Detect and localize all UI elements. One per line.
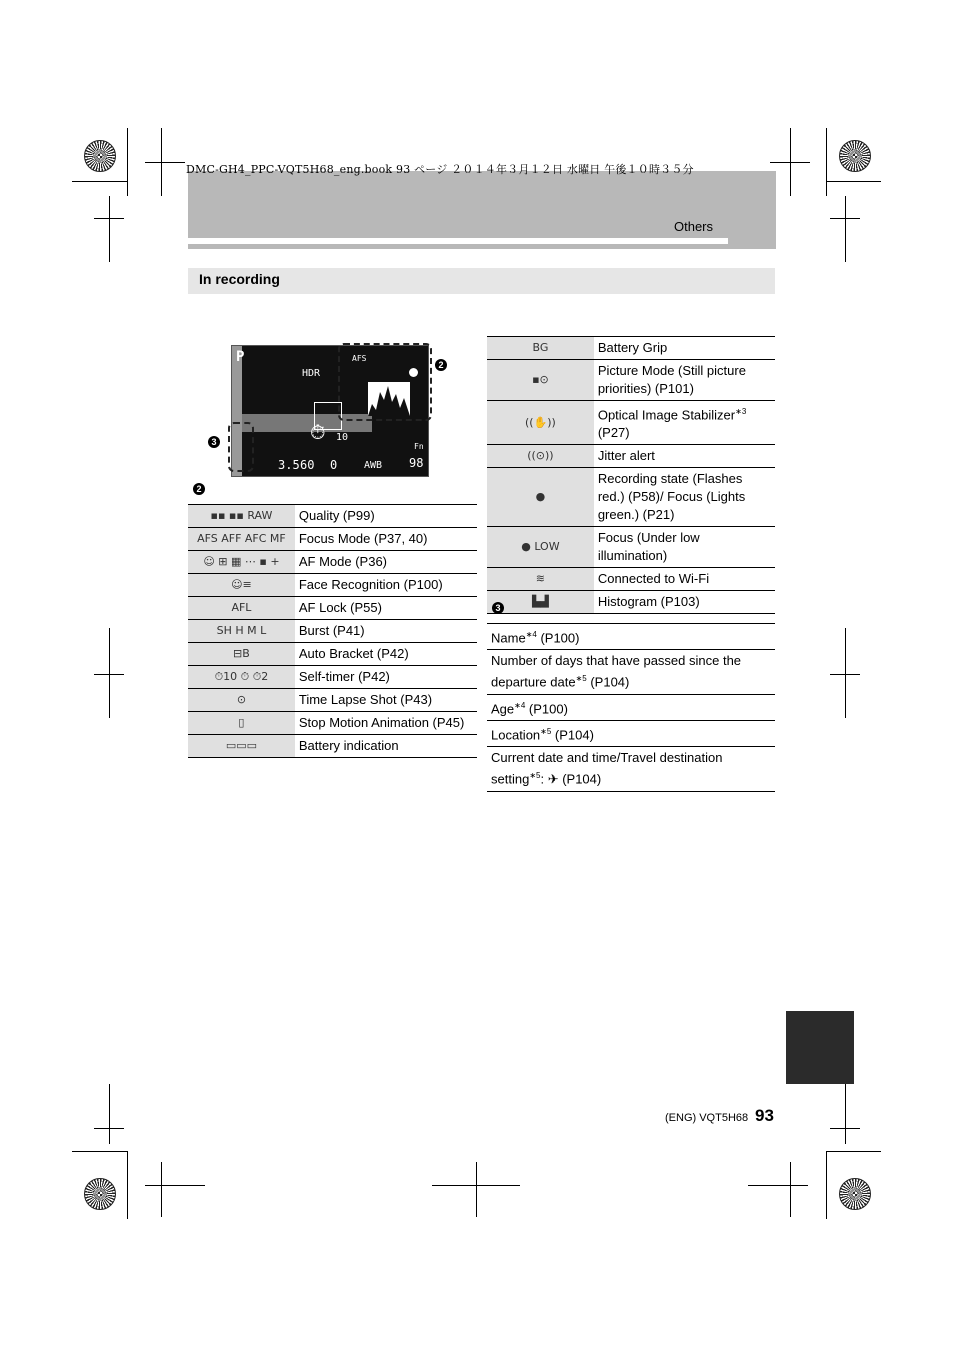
row-text: Focus (Under low illumination) bbox=[597, 530, 700, 564]
table-row bbox=[188, 597, 477, 620]
table-row bbox=[487, 624, 775, 650]
row-description bbox=[487, 720, 775, 746]
marker-2: 2 bbox=[435, 359, 447, 371]
row-description bbox=[295, 620, 477, 643]
registration-rosette-bottom-left bbox=[84, 1178, 116, 1210]
row-text: Auto Bracket (P42) bbox=[298, 646, 409, 661]
row-post: (P104) bbox=[551, 727, 594, 743]
row-text: Battery indication bbox=[298, 738, 399, 753]
table-row bbox=[487, 337, 775, 360]
row-description bbox=[295, 666, 477, 689]
registration-rosette-top-left bbox=[84, 140, 116, 172]
table-row bbox=[188, 574, 477, 597]
crosshair-mark bbox=[109, 628, 110, 718]
row-icon: ⊟B bbox=[188, 643, 295, 666]
row-icon: AFS AFF AFC MF bbox=[188, 528, 295, 551]
crosshair-mark bbox=[845, 1084, 846, 1144]
row-pre: Number of days that have passed since the departure date bbox=[491, 653, 742, 690]
row-text: Battery Grip bbox=[597, 340, 668, 355]
row-icon: ⊙ bbox=[188, 689, 295, 712]
row-text: Quality (P99) bbox=[298, 508, 375, 523]
row-sup: ∗5 bbox=[529, 771, 541, 781]
row-text: Burst (P41) bbox=[298, 623, 365, 638]
crop-line bbox=[826, 128, 827, 196]
header-stripe bbox=[188, 238, 728, 244]
area-2-outline bbox=[338, 343, 432, 421]
row-pre: Name bbox=[491, 630, 526, 646]
hdr-indicator: HDR bbox=[302, 368, 321, 379]
crosshair-mark bbox=[109, 1084, 110, 1144]
page-number: 93 bbox=[755, 1106, 774, 1125]
row-post: : ✈ (P104) bbox=[540, 771, 602, 787]
marker-2-left: 2 bbox=[193, 483, 205, 495]
row-sup: ∗4 bbox=[514, 700, 526, 710]
row-text: Connected to Wi-Fi bbox=[597, 571, 710, 587]
row-description bbox=[594, 591, 775, 614]
table-row bbox=[487, 568, 775, 591]
row-text: AF Lock (P55) bbox=[298, 600, 382, 615]
row-icon: ▪▪ ▪▪ RAW bbox=[188, 505, 295, 528]
row-description bbox=[487, 624, 775, 650]
row-description bbox=[295, 505, 477, 528]
row-post: (P100) bbox=[525, 700, 568, 716]
row-icon: ● LOW bbox=[487, 527, 594, 568]
ev-value: 0 bbox=[330, 458, 338, 472]
row-description bbox=[487, 694, 775, 720]
table-row bbox=[188, 505, 477, 528]
crop-line bbox=[127, 128, 128, 196]
table-row bbox=[487, 591, 775, 614]
row-icon: ☺≡ bbox=[188, 574, 295, 597]
focus-mode-indicator: AFS bbox=[352, 354, 367, 363]
crosshair-mark bbox=[145, 162, 185, 163]
mode-indicator: P bbox=[236, 349, 245, 365]
table-row bbox=[487, 445, 775, 468]
table-row bbox=[188, 689, 477, 712]
left-table bbox=[188, 504, 477, 758]
row-text: Face Recognition (P100) bbox=[298, 577, 443, 592]
row-description bbox=[295, 597, 477, 620]
table-row bbox=[188, 551, 477, 574]
section-title: In recording bbox=[199, 271, 280, 287]
row-description bbox=[594, 568, 775, 591]
table-row bbox=[487, 401, 775, 445]
row-pre: Current date and time/Travel destination setting bbox=[491, 750, 723, 787]
fn-label: Fn bbox=[414, 442, 424, 451]
side-tab bbox=[786, 1011, 854, 1084]
crosshair-mark bbox=[790, 1162, 791, 1217]
table-row bbox=[487, 468, 775, 527]
shots-remaining: 98 bbox=[409, 456, 424, 470]
row-icon: ((⊙)) bbox=[487, 445, 594, 468]
row-text: Self-timer (P42) bbox=[298, 669, 390, 684]
row-description bbox=[594, 360, 775, 401]
row-description bbox=[594, 527, 775, 568]
table-row bbox=[188, 620, 477, 643]
row-description bbox=[594, 445, 775, 468]
right-table-2 bbox=[487, 623, 775, 792]
row-text: Picture Mode (Still picture priorities) (P101) bbox=[597, 363, 746, 396]
crosshair-mark bbox=[845, 196, 846, 262]
crosshair-mark bbox=[748, 1185, 808, 1186]
row-icon: ▙▟ bbox=[487, 591, 594, 614]
marker-3-right: 3 bbox=[492, 602, 504, 614]
row-icon: ≋ bbox=[487, 568, 594, 591]
row-icon: ⏱10 ⏱ ⏱2 bbox=[188, 666, 295, 689]
crop-line bbox=[127, 1151, 128, 1219]
shutter-value: 60 bbox=[300, 458, 315, 472]
row-description bbox=[295, 574, 477, 597]
table-row bbox=[188, 712, 477, 735]
crosshair-mark bbox=[790, 128, 791, 196]
registration-rosette-bottom-right bbox=[839, 1178, 871, 1210]
row-sup: ∗4 bbox=[525, 630, 537, 639]
row-description bbox=[295, 689, 477, 712]
timer-value: 10 bbox=[336, 432, 349, 443]
white-balance: AWB bbox=[364, 460, 383, 471]
registration-rosette-top-right bbox=[839, 140, 871, 172]
crosshair-mark bbox=[845, 628, 846, 718]
row-icon: ((✋)) bbox=[487, 401, 594, 445]
row-text: Jitter alert bbox=[597, 448, 655, 464]
row-icon: ▭▭▭ bbox=[188, 735, 295, 758]
row-description bbox=[295, 551, 477, 574]
aperture-value: 3.5 bbox=[278, 458, 300, 472]
row-text: AF Mode (P36) bbox=[298, 554, 388, 569]
crop-line bbox=[72, 181, 127, 182]
print-info: DMC-GH4_PPC-VQT5H68_eng.book 93 ページ ２０１４年３月１２日 水曜日 午後１０時３５分 bbox=[186, 163, 694, 176]
crop-line bbox=[826, 181, 881, 182]
crosshair-mark bbox=[161, 1162, 162, 1217]
row-text: Focus Mode (P37, 40) bbox=[298, 531, 428, 546]
row-icon: ▯ bbox=[188, 712, 295, 735]
table-row bbox=[487, 527, 775, 568]
self-timer-icon: ⏱ bbox=[310, 420, 326, 444]
table-row bbox=[487, 650, 775, 694]
row-description bbox=[594, 401, 775, 445]
crosshair-mark bbox=[476, 1162, 477, 1217]
crop-line bbox=[826, 1151, 827, 1219]
row-pre: Location bbox=[491, 727, 541, 743]
table-row bbox=[188, 735, 477, 758]
row-description bbox=[594, 468, 775, 527]
section-label: Others bbox=[674, 219, 714, 234]
footer-code: (ENG) VQT5H68 bbox=[665, 1112, 749, 1124]
row-sup: ∗5 bbox=[540, 726, 552, 736]
row-sup: ∗5 bbox=[575, 674, 587, 684]
table-row bbox=[487, 747, 775, 791]
row-text: Stop Motion Animation (P45) bbox=[298, 715, 465, 730]
table-row bbox=[188, 528, 477, 551]
footnote-ref: ∗3 bbox=[735, 407, 747, 416]
row-description bbox=[594, 337, 775, 360]
row-icon: ● bbox=[487, 468, 594, 527]
table-row bbox=[188, 643, 477, 666]
row-pre: Age bbox=[491, 700, 515, 716]
row-text: Optical Image Stabilizer bbox=[597, 407, 736, 423]
row-post: (P104) bbox=[586, 674, 630, 690]
row-text: Time Lapse Shot (P43) bbox=[298, 692, 433, 707]
row-tail: (P27) bbox=[597, 425, 630, 441]
row-description bbox=[295, 528, 477, 551]
marker-3: 3 bbox=[208, 436, 220, 448]
crosshair-mark bbox=[161, 128, 162, 196]
crosshair-mark bbox=[145, 1185, 205, 1186]
crop-line bbox=[72, 1151, 127, 1152]
row-text: Recording state (Flashes red.) (P58)/ Focus (Lights green.) (P21) bbox=[597, 471, 746, 523]
row-description bbox=[487, 650, 775, 694]
crosshair-mark bbox=[109, 196, 110, 262]
row-icon: SH H M L bbox=[188, 620, 295, 643]
table-row bbox=[188, 666, 477, 689]
row-description bbox=[295, 735, 477, 758]
row-description bbox=[295, 712, 477, 735]
row-description bbox=[295, 643, 477, 666]
table-row bbox=[487, 360, 775, 401]
row-text: Histogram (P103) bbox=[597, 594, 700, 610]
row-icon: ▪⊙ bbox=[487, 360, 594, 401]
crop-line bbox=[826, 1151, 881, 1152]
table-row bbox=[487, 720, 775, 746]
row-icon: ☺ ⊞ ▦ ⋯ ▪ + bbox=[188, 551, 295, 574]
right-table bbox=[487, 336, 775, 614]
row-icon: AFL bbox=[188, 597, 295, 620]
area-3-outline bbox=[228, 422, 254, 472]
row-icon: BG bbox=[487, 337, 594, 360]
row-post: (P100) bbox=[536, 630, 580, 646]
row-description bbox=[487, 747, 775, 791]
table-row bbox=[487, 694, 775, 720]
